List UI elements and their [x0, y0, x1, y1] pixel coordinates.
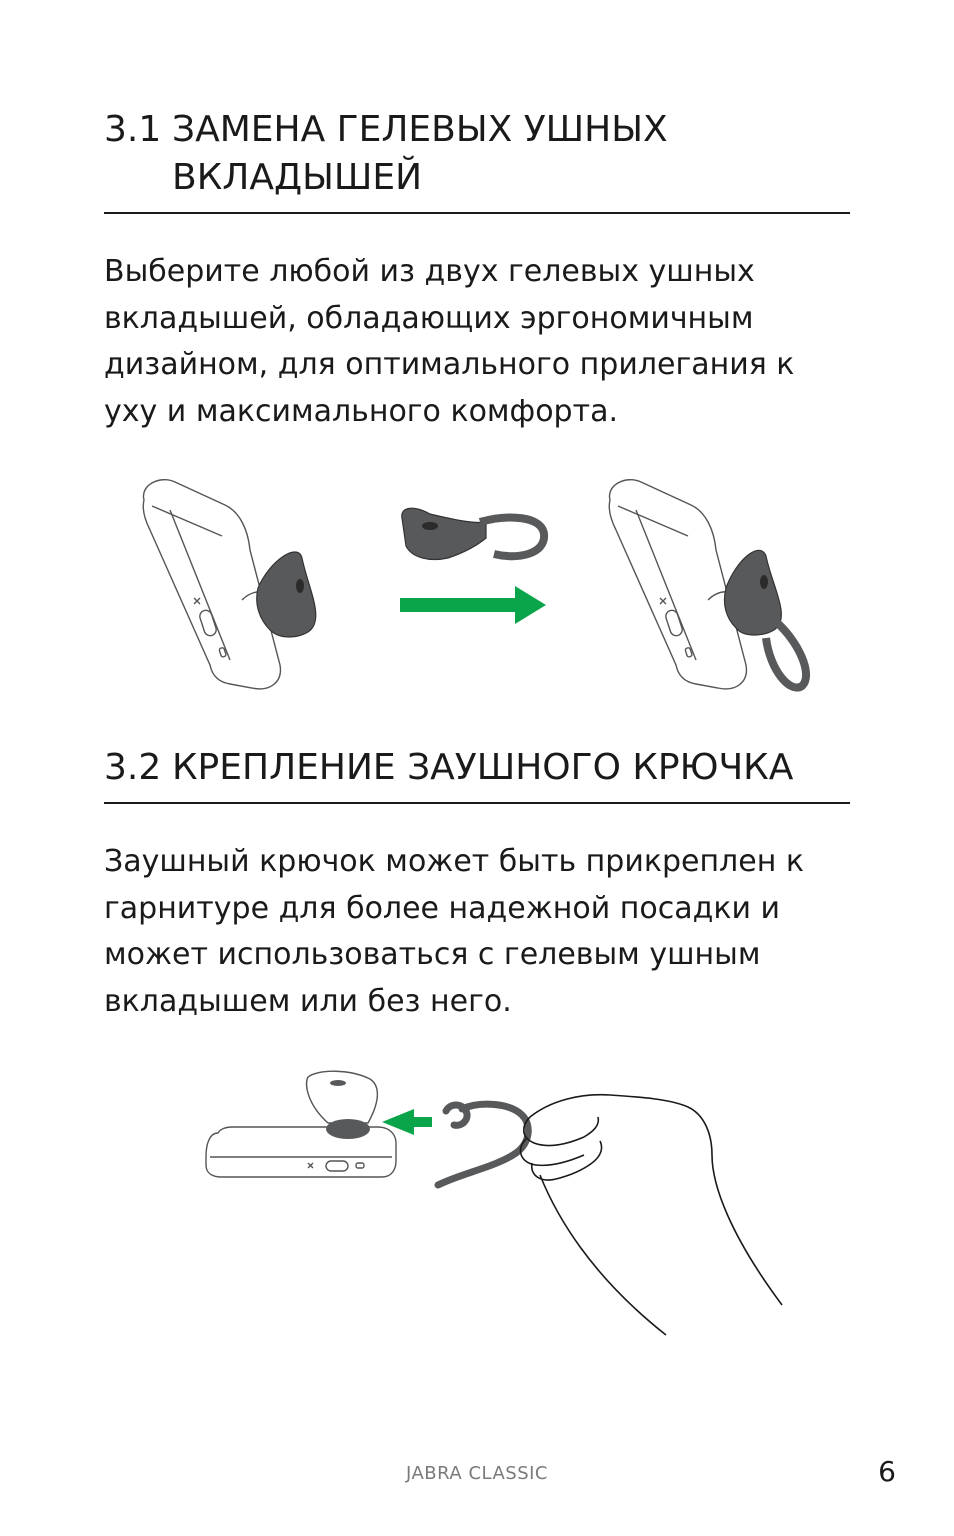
eargel-replacement-illustration: [130, 470, 830, 700]
section-number: 3.1: [104, 109, 162, 150]
heading-rule: [104, 802, 850, 804]
eargel-base-image: [326, 1119, 370, 1139]
hand-image: [521, 1095, 782, 1335]
section-3-1-heading: [104, 106, 850, 202]
eargel-left-image: [257, 552, 316, 637]
eargel-with-hook-image: [402, 508, 544, 559]
section-3-2-body: Заушный крючок может быть прикреплен к гарнитуре для более надежной посадки и может использоваться с гелевым ушным вкладышем или без него.: [104, 844, 804, 1019]
heading-rule: [104, 212, 850, 214]
footer-brand: JABRA CLASSIC: [405, 1463, 549, 1484]
page-number: 6: [878, 1455, 896, 1488]
section-number: 3.2: [104, 747, 162, 788]
section-3-2-heading: [104, 744, 850, 792]
arrow-right-icon: [400, 586, 546, 624]
section-title: ЗАМЕНА ГЕЛЕВЫХ УШНЫХ ВКЛАДЫШЕЙ: [172, 109, 668, 198]
section-3-1-body: Выберите любой из двух гелевых ушных вкладышей, обладающих эргономичным дизайном, для оптимального прилегания к уху и максимального комфорта.: [104, 254, 795, 429]
earhook-attach-illustration: [200, 1065, 800, 1345]
earhook-image: [438, 1104, 528, 1185]
headset-right-image: [609, 480, 746, 689]
section-title: КРЕПЛЕНИЕ ЗАУШНОГО КРЮЧКА: [172, 747, 794, 788]
headset-lying-image: [206, 1071, 396, 1177]
